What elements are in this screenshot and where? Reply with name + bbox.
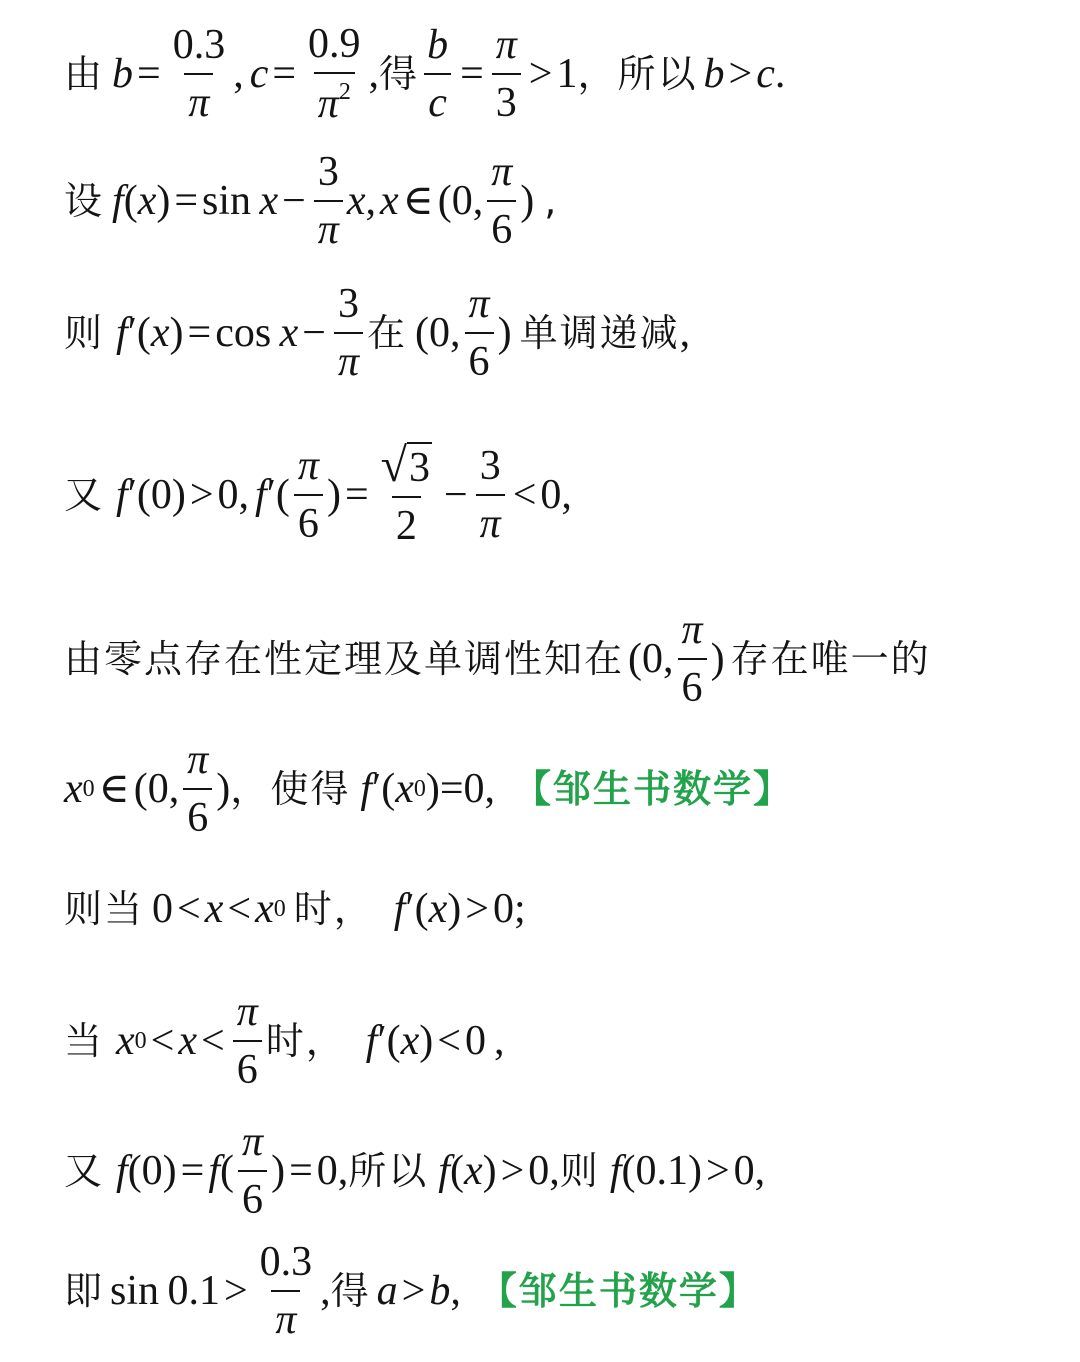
word-you: 由	[64, 52, 105, 97]
word-ze: 则	[64, 311, 105, 356]
word-she: 设	[64, 179, 105, 224]
line-9: 又 f (0) = f ( $\frac{\pi}{6}$ ) = 0, 所以 f ( x ) > 0, 则 f (0.1) > 0,	[64, 1119, 766, 1224]
word-suoyi: 所以	[617, 52, 698, 97]
fraction: $\frac{0.9}{\pi^2}$	[308, 21, 361, 128]
fraction: $\frac{3}{\pi}$	[476, 444, 505, 546]
line-10: 即 sin 0.1 > $\frac{0.3}{\pi}$ , 得 a > b , 【邹生书数学】	[64, 1239, 759, 1344]
watermark-label: 【邹生书数学】	[478, 1269, 759, 1314]
fraction: $\frac{\pi}{6}$	[233, 990, 262, 1092]
fraction: $\frac{0.3}{\pi}$	[172, 22, 226, 127]
fraction: $\frac{3}{\pi}$	[314, 150, 343, 252]
fraction: $\frac{\pi}{6}$	[183, 738, 212, 840]
fraction: $\frac{3}{\pi}$	[334, 282, 363, 384]
fraction: $\frac{\pi}{6}$	[678, 608, 707, 710]
line-1: 由 b = $\frac{0.3}{\pi}$ , c = $\frac{0.9}{\pi^2}$ , 得 $\frac{b}{c}$ = $\frac{\pi}{3}$ > 1 ， 所以 b > c .	[64, 21, 786, 128]
fraction: $\frac{\pi}{6}$	[487, 150, 516, 252]
line-2: 设 f ( x ) = sin x − $\frac{3}{\pi}$ x , x ∈ (0, $\frac{\pi}{6}$ ) ,	[64, 149, 559, 254]
line-4: 又 f ′ (0) > 0, f ′ ( $\frac{\pi}{6}$ ) = √ 3 2 − $\frac{3}{\pi}$ < 0,	[64, 439, 572, 550]
line-7: 则 当 0 < x < x 0 时 ， f ′ ( x ) > 0;	[64, 886, 526, 932]
line-6: x 0 ∈ (0, $\frac{\pi}{6}$ ) ， 使得 f ′ ( x 0 )=0, 【邹生书数学】	[64, 737, 794, 842]
line-8: 当 x 0 < x < $\frac{\pi}{6}$ 时 ， f ′ ( x ) < 0 ,	[64, 989, 505, 1094]
fraction: $\frac{\pi}{6}$	[294, 444, 323, 546]
fraction: $\frac{\pi}{6}$	[238, 1120, 267, 1222]
fraction: √ 3 2	[380, 439, 430, 550]
fraction: $\frac{\pi}{3}$	[492, 23, 521, 125]
watermark-label: 【邹生书数学】	[513, 767, 794, 812]
line-3: 则 f ′ ( x ) = cos x − $\frac{3}{\pi}$ 在 (0, $\frac{\pi}{6}$ ) 单调递减 ,	[64, 281, 691, 386]
fraction: $\frac{b}{c}$	[423, 23, 452, 125]
fraction: $\frac{\pi}{6}$	[465, 282, 494, 384]
word-you2: 又	[64, 473, 105, 518]
line-5: 由零点存在性定理及单调性知在 (0, $\frac{\pi}{6}$ ) 存在唯一的	[64, 607, 931, 712]
word-de: 得	[379, 52, 420, 97]
fraction: $\frac{0.3}{\pi}$	[259, 1239, 313, 1344]
